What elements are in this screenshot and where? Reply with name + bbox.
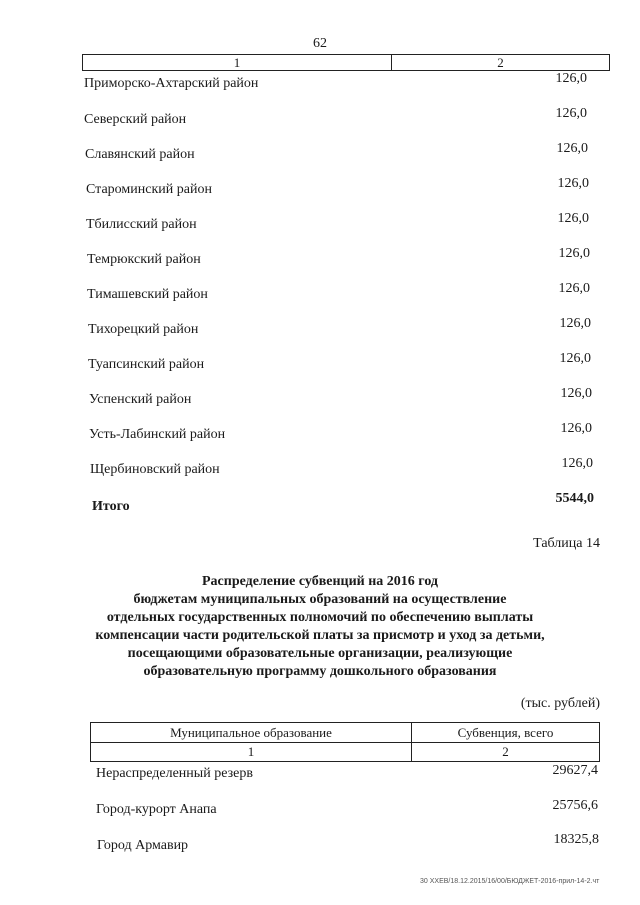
column-1-number: 1 — [247, 744, 255, 759]
table-row — [89, 386, 592, 409]
caption-line: отдельных государственных полномочий по обеспечению выплаты — [106, 610, 534, 625]
header-subsidy: Субвенция, всего — [457, 725, 554, 740]
municipality-name: Тбилисский район — [86, 217, 197, 232]
caption-line: Распределение субвенций на 2016 год — [202, 574, 438, 589]
municipality-name: Тимашевский район — [87, 287, 208, 302]
header-municipality: Муниципальное образование — [170, 725, 332, 740]
page-number: 62 — [313, 36, 327, 51]
municipality-name: Тихорецкий район — [88, 322, 199, 337]
table-row — [84, 106, 587, 129]
total-label: Итого — [92, 499, 130, 514]
subsidy-value: 126,0 — [558, 281, 590, 296]
municipality-name: Усть-Лабинский район — [89, 427, 226, 442]
municipality-name: Нераспределенный резерв — [96, 766, 253, 781]
caption-line: посещающими образовательные организации, реализующие — [127, 646, 513, 661]
table-header — [90, 722, 600, 762]
table-row — [96, 765, 598, 783]
municipality-name: Успенский район — [89, 392, 192, 407]
table-row — [86, 211, 589, 234]
subsidy-value: 126,0 — [560, 386, 592, 401]
total-row — [92, 491, 594, 516]
table-row — [85, 141, 588, 164]
subsidy-value: 126,0 — [561, 456, 593, 471]
table-row — [90, 456, 593, 479]
subsidy-value: 126,0 — [559, 316, 591, 331]
column-2-number: 2 — [497, 55, 504, 70]
caption-line: компенсации части родительской платы за присмотр и уход за детьми, — [95, 628, 545, 643]
table-row — [88, 316, 591, 339]
table-label: Таблица 14 — [533, 536, 600, 551]
table-caption — [60, 573, 580, 681]
subsidy-value: 126,0 — [560, 421, 592, 436]
units-label: (тыс. рублей) — [520, 696, 600, 711]
table-row — [87, 281, 590, 304]
table-row — [89, 421, 592, 444]
subsidy-value: 18325,8 — [553, 832, 599, 847]
subsidy-value: 126,0 — [556, 141, 588, 156]
table-row — [84, 71, 587, 93]
column-number-header — [82, 54, 610, 71]
column-1-number: 1 — [233, 55, 241, 70]
municipality-name: Город Армавир — [97, 838, 189, 853]
municipality-name: Туапсинский район — [88, 357, 205, 372]
municipality-name: Приморско-Ахтарский район — [84, 76, 259, 91]
subsidy-value: 29627,4 — [552, 763, 598, 778]
table-row — [87, 246, 590, 269]
municipality-name: Староминский район — [86, 182, 212, 197]
subsidy-value: 126,0 — [557, 211, 589, 226]
footer-note: 30 ХХЕВ/18.12.2015/16/00/БЮДЖЕТ-2016-прил-14-2.чт — [420, 878, 600, 885]
municipality-name: Щербиновский район — [90, 462, 220, 477]
subsidy-value: 25756,6 — [552, 798, 598, 813]
municipality-name: Северский район — [84, 112, 187, 127]
caption-line: бюджетам муниципальных образований на осуществление — [133, 592, 507, 607]
table-row — [96, 798, 598, 819]
total-value: 5544,0 — [555, 491, 594, 506]
table-row — [88, 351, 591, 374]
municipality-name: Темрюкский район — [87, 252, 201, 267]
subsidy-value: 126,0 — [559, 351, 591, 366]
caption-line: образовательную программу дошкольного образования — [143, 664, 497, 679]
table-row — [97, 832, 599, 855]
municipality-name: Город-курорт Анапа — [96, 802, 217, 817]
subsidy-value: 126,0 — [558, 246, 590, 261]
subsidy-value: 126,0 — [557, 176, 589, 191]
table-row — [86, 176, 589, 199]
column-2-number: 2 — [502, 744, 509, 759]
municipality-name: Славянский район — [85, 147, 195, 162]
subsidy-value: 126,0 — [555, 106, 587, 121]
subsidy-value: 126,0 — [555, 71, 587, 86]
